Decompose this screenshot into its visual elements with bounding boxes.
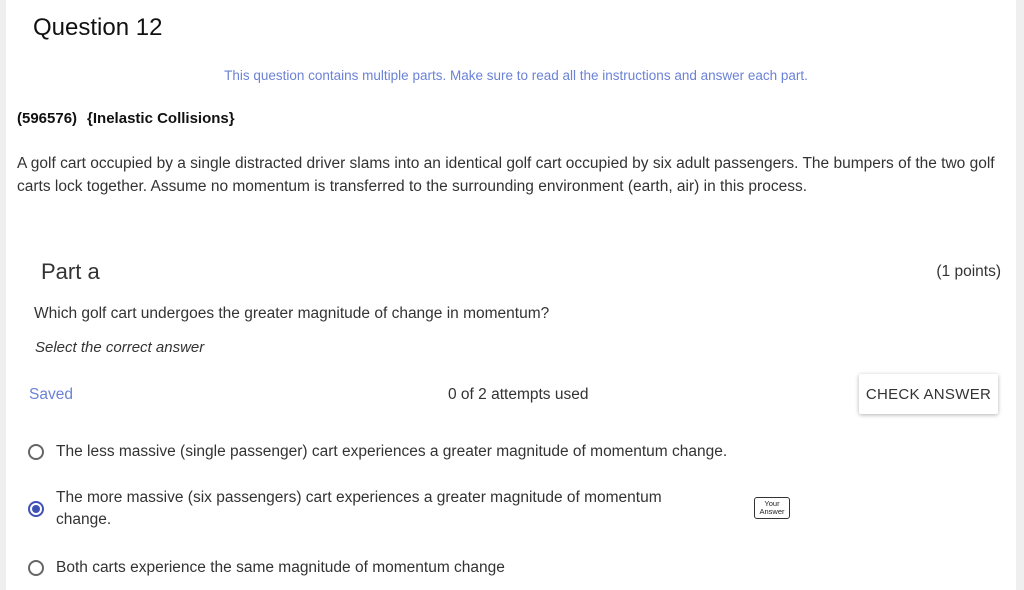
radio-button-selected[interactable] xyxy=(28,501,44,517)
question-topic: {Inelastic Collisions} xyxy=(87,110,235,127)
multipart-notice: This question contains multiple parts. Make sure to read all the instructions and answer each part. xyxy=(224,68,808,83)
question-id: (596576) xyxy=(17,110,78,127)
question-card xyxy=(6,0,1016,590)
answer-option[interactable] xyxy=(28,557,796,579)
option-label[interactable]: The less massive (single passenger) cart experiences a greater magnitude of momentum change. xyxy=(56,443,728,460)
option-label[interactable]: Both carts experience the same magnitude of momentum change xyxy=(56,559,505,576)
answer-option[interactable] xyxy=(28,441,796,463)
radio-button[interactable] xyxy=(28,560,44,576)
question-header xyxy=(17,110,235,127)
part-prompt: Which golf cart undergoes the greater magnitude of change in momentum? xyxy=(34,305,550,322)
saved-status: Saved xyxy=(29,386,73,403)
option-label[interactable]: The more massive (six passengers) cart experiences a greater magnitude of momentum change. xyxy=(56,489,662,528)
question-title: Question 12 xyxy=(33,14,163,41)
radio-button[interactable] xyxy=(28,444,44,460)
your-answer-badge: Your Answer xyxy=(754,497,790,519)
question-stem: A golf cart occupied by a single distracted driver slams into an identical golf cart occupied by six adult passengers. The bumpers of the two golf carts lock together. Assume no momentum is transferred to the surrounding environment (earth, air) in this process. xyxy=(17,155,995,195)
part-instruction: Select the correct answer xyxy=(35,339,205,356)
check-answer-button[interactable]: CHECK ANSWER xyxy=(859,374,998,414)
part-points: (1 points) xyxy=(936,263,1001,280)
part-title: Part a xyxy=(41,259,100,284)
answer-option-selected[interactable] xyxy=(28,487,706,531)
attempts-counter: 0 of 2 attempts used xyxy=(448,386,589,403)
